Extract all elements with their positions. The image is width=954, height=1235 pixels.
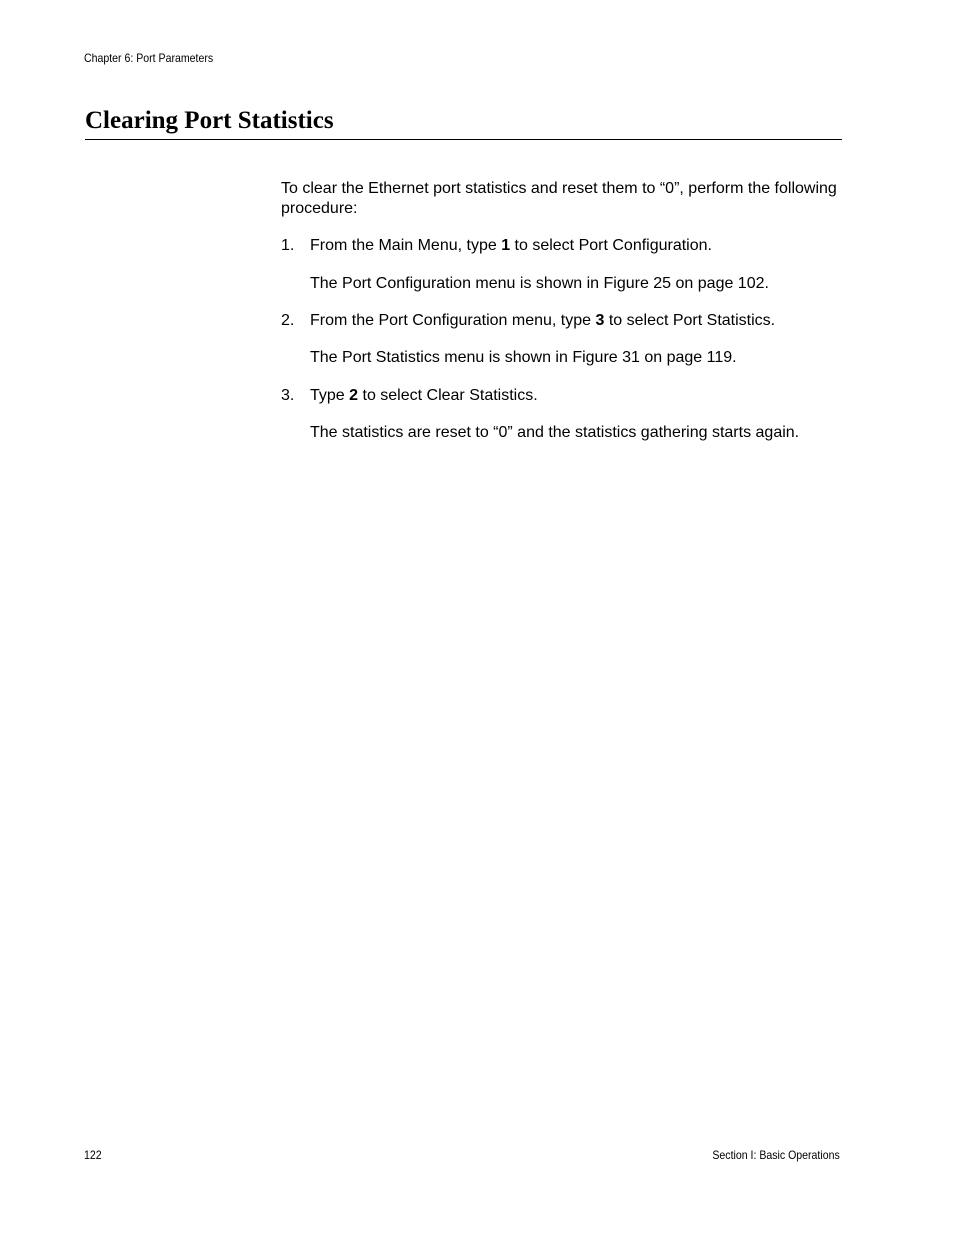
step-number: 2.	[281, 312, 295, 329]
step-instruction	[310, 311, 775, 331]
running-header: Chapter 6: Port Parameters	[84, 51, 214, 65]
step-text-after: to select Port Statistics.	[604, 312, 776, 329]
step-key: 3	[595, 312, 605, 329]
step-note: The statistics are reset to “0” and the statistics gathering starts again.	[310, 424, 800, 441]
step-text-after: to select Clear Statistics.	[358, 387, 538, 404]
section-title: Clearing Port Statistics	[85, 107, 334, 134]
step-number: 1.	[281, 237, 295, 254]
step-text-before: From the Port Configuration menu, type	[310, 312, 596, 329]
step-key: 1	[501, 237, 511, 254]
step-instruction	[310, 236, 712, 256]
step-text-before: Type	[310, 387, 350, 404]
step-text-before: From the Main Menu, type	[310, 237, 502, 254]
step-note: The Port Configuration menu is shown in Figure 25 on page 102.	[310, 275, 769, 292]
step-number: 3.	[281, 387, 295, 404]
step-key: 2	[349, 387, 359, 404]
title-rule	[85, 139, 842, 140]
step-instruction	[310, 386, 538, 406]
page-number: 122	[84, 1148, 102, 1162]
step-text-after: to select Port Configuration.	[510, 237, 712, 254]
step-note: The Port Statistics menu is shown in Figure 31 on page 119.	[310, 349, 737, 366]
footer-section: Section I: Basic Operations	[712, 1148, 840, 1162]
intro-paragraph: To clear the Ethernet port statistics and reset them to “0”, perform the following procedure:	[281, 180, 837, 217]
